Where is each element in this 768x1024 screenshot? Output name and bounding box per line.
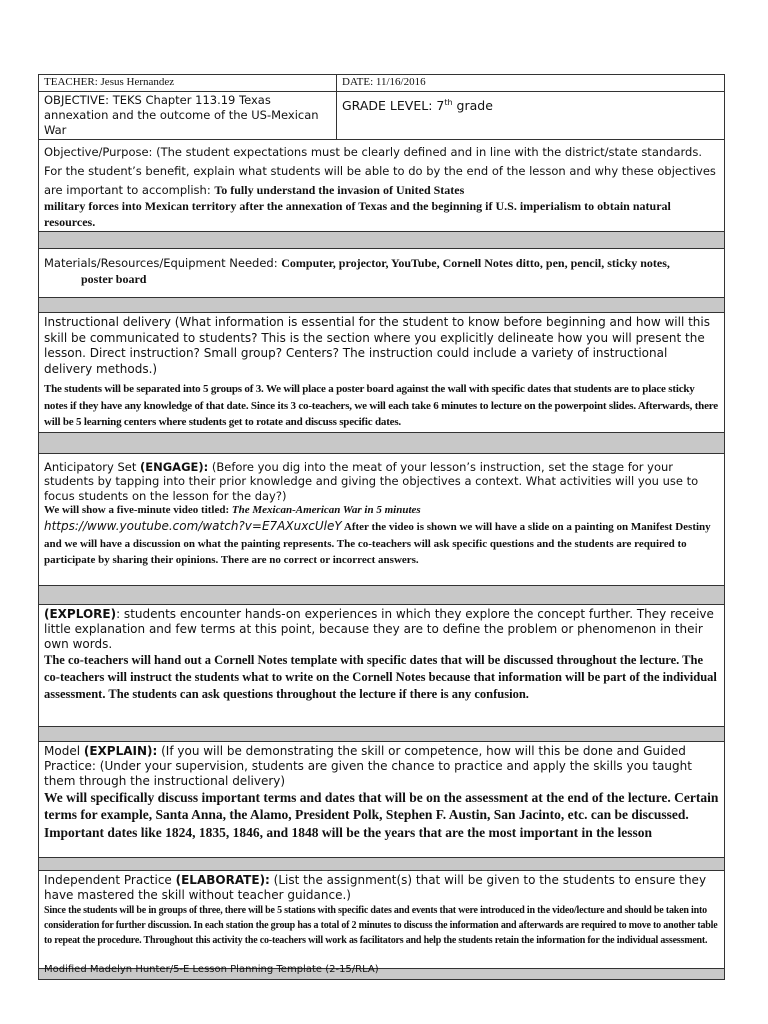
instructional-row [39,313,725,433]
separator-6-cell [39,857,725,870]
lesson-plan-table [38,74,725,980]
explain-prompt [44,744,719,789]
explain-prompt-c: (If you will be demonstrating the skill or competence, how will this be done and Guided Practice: (Under your supervision, students are given the chance to practice and apply the skills you taught them through the instructional delivery) [44,743,692,788]
separator-2-cell [39,298,725,313]
anticipatory-answer: After the video is shown we will have a slide on a painting on Manifest Destiny and we will have a discussion on what the painting represents. The co-teachers will ask specific questions and the students are required to participate by sharing their opinions. There are no correct or incorrect answers. [44,521,711,566]
elaborate-row [39,870,725,968]
video-link[interactable]: https://www.youtube.com/watch?v=E7AXuxcUleY [44,519,342,533]
objective-grade-row [39,92,725,140]
elaborate-answer: Since the students will be in groups of three, there will be 5 stations with specific dates and events that were introduced in the video/lecture and should be taken into consideration for further discussion. In each station the group has a total of 2 minutes to discuss the information and afterwards are required to move to another table to repeat the procedure. Throughout this activity the co-teachers will work as facilitators and help the students retain the information for the individual assessment. [44,904,718,946]
teacher-cell [39,75,337,92]
explore-row [39,604,725,726]
elaborate-label: (ELABORATE): [175,872,270,887]
lesson-plan-form [38,74,724,980]
anticipatory-cell [39,453,725,585]
anticipatory-answer-block [44,518,719,569]
instructional-prompt: Instructional delivery (What information is essential for the student to know before beginning and how will this skill be communicated to students? This is the section where you explicitly delineate how you will present the lesson. Direct instruction? Small group? Centers? The instruction could include a variety of instructional delivery methods.) [44,315,710,376]
separator-4-cell [39,585,725,604]
objective-cell [39,92,337,140]
objective-text: OBJECTIVE: TEKS Chapter 113.19 Texas annexation and the outcome of the US-Mexican War [44,93,319,137]
explain-row [39,741,725,857]
anticipatory-prompt-c: (Before you dig into the meat of your lesson’s instruction, set the stage for your students by tapping into their prior knowledge and giving the objectives a context. What activities will you use to focus students on the lesson for the day?) [44,459,699,503]
instructional-cell [39,313,725,433]
materials-prompt: Materials/Resources/Equipment Needed: [44,256,282,270]
anticipatory-row [39,453,725,585]
materials-answer: poster board [81,272,147,286]
objective-purpose-answer-inline: To fully understand the invasion of United States [214,183,465,197]
objective-purpose-prompt: Objective/Purpose: (The student expectations must be clearly defined and in line with the district/state standards. For the student’s benefit, explain what students will be able to do by the end of the lesson and why these objectives are important to accomplish: [44,145,716,197]
video-line-text: We will show a five-minute video titled: [44,504,232,516]
materials-cell [39,249,725,298]
anticipatory-prompt [44,460,719,504]
date-cell [337,75,725,92]
explain-answer: We will specifically discuss important terms and dates that will be on the assessment at the end of the lecture. Certain terms for example, Santa Anna, the Alamo, President Polk, Stephen F. Austin, San Jacinto, etc. can be discussed. Important dates like 1824, 1835, 1846, and 1848 will be the years that are the most important in the lesson [44,789,719,840]
objective-purpose-cell [39,140,725,232]
grade-prefix: GRADE LEVEL: 7 [342,98,445,114]
explain-label: (EXPLAIN): [83,743,158,758]
explore-cell [39,604,725,726]
explain-cell [39,741,725,857]
separator-5 [39,726,725,741]
grade-cell [337,92,725,140]
separator-1-cell [39,232,725,249]
elaborate-cell [39,870,725,968]
separator-2 [39,298,725,313]
separator-6 [39,857,725,870]
footer-text: Modified Madelyn Hunter/5-E Lesson Planning Template (2-15/RLA) [44,964,379,975]
separator-5-cell [39,726,725,741]
elaborate-prompt-c: (List the assignment(s) that will be given to the students to ensure they have mastered the skill without teacher guidance.) [44,872,707,902]
materials-row [39,249,725,298]
separator-3 [39,432,725,453]
anticipatory-engage: (ENGAGE): [140,459,209,474]
video-title: The Mexican-American War in 5 minutes [231,504,421,516]
elaborate-prompt [44,873,719,903]
explain-prompt-a: Model [44,743,84,758]
teacher-text: TEACHER: Jesus Hernandez [44,76,175,88]
date-text: DATE: 11/16/2016 [342,76,426,88]
teacher-date-row [39,75,725,92]
elaborate-prompt-a: Independent Practice [44,872,176,887]
explore-prompt [44,607,719,652]
materials-answer-inline: Computer, projector, YouTube, Cornell Notes ditto, pen, pencil, sticky notes, [281,256,670,270]
explore-answer: The co-teachers will hand out a Cornell Notes template with specific dates that will be discussed throughout the lecture. The co-teachers will instruct the students what to write on the Cornell Notes because that information will be part of the individual assessment. The students can ask questions throughout the lecture if there is any confusion. [44,652,717,701]
separator-1 [39,232,725,249]
instructional-answer: The students will be separated into 5 groups of 3. We will place a poster board against the wall with specific dates that students are to place sticky notes if they have any knowledge of that date. Since its 3 co-teachers, we will each take 6 minutes to lecture on the powerpoint slides. Afterwards, there will be 5 learning centers where students get to rotate and discuss specific dates. [44,383,718,428]
grade-sup: th [444,98,453,107]
grade-suffix: grade [452,98,493,114]
video-line [44,503,719,518]
separator-4 [39,585,725,604]
objective-purpose-answer: military forces into Mexican territory after the annexation of Texas and the beginning if U.S. imperialism to obtain natural resources. [44,199,671,229]
objective-purpose-row [39,140,725,232]
separator-3-cell [39,432,725,453]
anticipatory-prompt-a: Anticipatory Set [44,459,140,474]
explore-prompt-text: : students encounter hands-on experiences in which they explore the concept further. They receive little explanation and few terms at this point, because they are to define the problem or phenomenon in their own words. [44,606,714,651]
explore-label: (EXPLORE) [44,606,117,621]
